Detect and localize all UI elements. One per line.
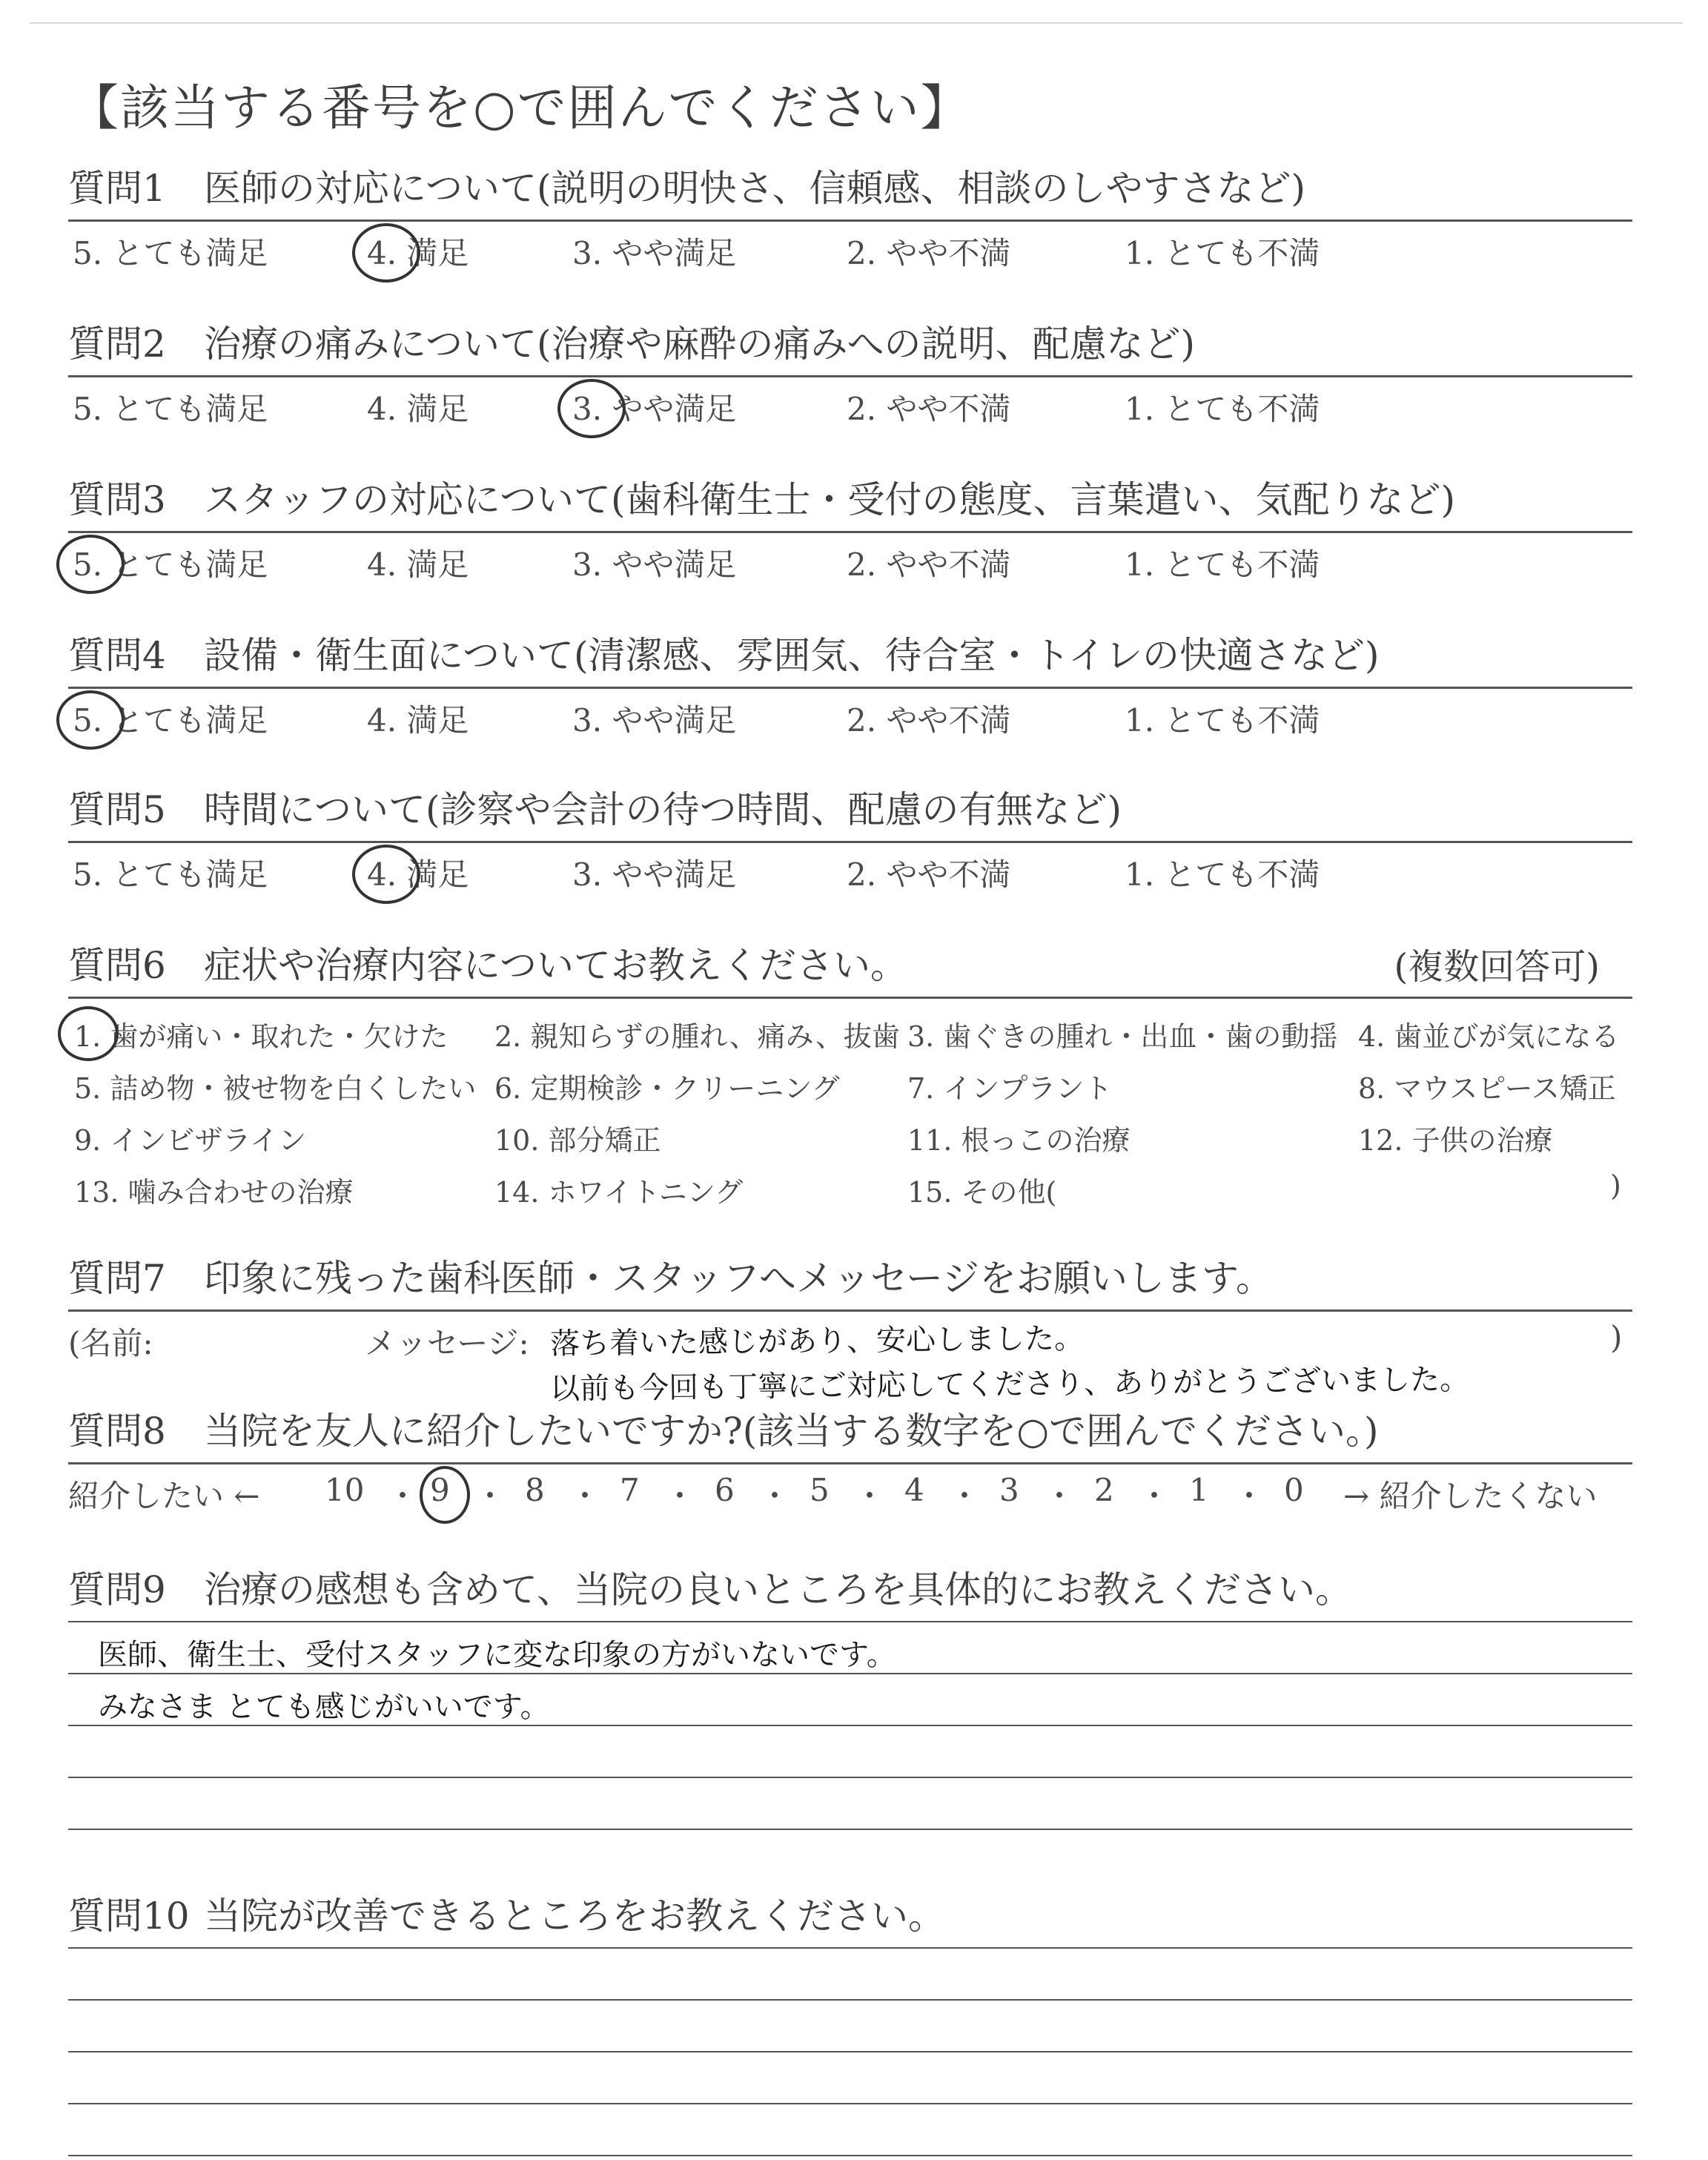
question-5-options [68,843,1632,895]
q6-option-14[interactable]: 14. ホワイトニング [494,1176,744,1209]
q8-not-recommend-label: → 紹介したくない [1343,1478,1598,1514]
q7-message-label: メッセージ: [365,1325,529,1361]
q4-option-5[interactable]: 5. とても満足 [73,702,268,739]
q4-option-2[interactable]: 2. やや不満 [847,702,1011,739]
q8-score-0[interactable]: 0 [1284,1472,1304,1508]
answer-rule [68,2103,1632,2104]
q6-option-5[interactable]: 5. 詰め物・被せ物を白くしたい [74,1072,477,1105]
q1-option-4[interactable]: 4. 満足 [367,235,469,271]
q3-option-2[interactable]: 2. やや不満 [847,546,1011,583]
answer-rule [68,1999,1632,2001]
question-7-message-area [68,1312,1632,1408]
question-3-text: スタッフの対応について(歯科衛生士・受付の態度、言葉遣い、気配りなど) [204,478,1456,521]
q7-handwritten-message-line-2: 以前も今回も丁寧にご対応してくださり、ありがとうございました。 [549,1362,1470,1407]
question-8-text: 当院を友人に紹介したいですか?(該当する数字を○で囲んでください。) [204,1410,1379,1453]
question-3-options [68,533,1632,585]
q6-option-11[interactable]: 11. 根っこの治療 [907,1124,1131,1157]
question-3-label: 質問3 [68,478,166,521]
q1-option-5[interactable]: 5. とても満足 [73,235,268,271]
answer-rule [68,1777,1632,1778]
q4-option-4[interactable]: 4. 満足 [367,702,469,739]
q1-option-2[interactable]: 2. やや不満 [847,235,1011,271]
question-2-options [68,377,1632,429]
q4-option-1[interactable]: 1. とても不満 [1125,702,1320,739]
q1-option-3[interactable]: 3. やや満足 [572,235,737,271]
q6-option-12[interactable]: 12. 子供の治療 [1358,1124,1553,1157]
question-3-heading [68,475,1632,533]
q8-dot: ・ [474,1478,506,1514]
q6-option-6[interactable]: 6. 定期検診・クリーニング [494,1072,840,1105]
q8-score-6[interactable]: 6 [715,1472,735,1508]
q5-option-4[interactable]: 4. 満足 [367,856,469,893]
q8-dot: ・ [664,1478,696,1514]
question-1 [68,163,1632,274]
q3-option-1[interactable]: 1. とても不満 [1125,546,1320,583]
q8-dot: ・ [569,1478,601,1514]
question-9-text: 治療の感想も含めて、当院の良いところを具体的にお教えください。 [204,1568,1352,1611]
q6-option-4[interactable]: 4. 歯並びが気になる [1358,1020,1620,1053]
q9-handwritten-answer-line-1: 医師、衛生士、受付スタッフに変な印象の方がいないです。 [98,1638,896,1672]
question-4-text: 設備・衛生面について(清潔感、雰囲気、待合室・トイレの快適さなど) [204,634,1380,677]
question-10 [68,1891,1632,1947]
q4-option-3[interactable]: 3. やや満足 [572,702,737,739]
q3-option-3[interactable]: 3. やや満足 [572,546,737,583]
q8-dot: ・ [1139,1478,1171,1514]
form-instructions-header: 【該当する番号を○で囲んでください】 [70,79,971,136]
question-4-heading [68,630,1632,689]
q8-score-3[interactable]: 3 [999,1472,1019,1508]
q5-option-3[interactable]: 3. やや満足 [572,856,737,893]
q8-score-5[interactable]: 5 [810,1472,830,1508]
q1-option-1[interactable]: 1. とても不満 [1125,235,1320,271]
question-2-heading [68,319,1632,377]
q6-option-15-other[interactable]: 15. その他( [907,1176,1057,1209]
question-2 [68,319,1632,429]
question-8-label: 質問8 [68,1410,166,1453]
q2-option-3[interactable]: 3. やや満足 [572,391,737,427]
question-6 [68,940,1632,1221]
question-5-text: 時間について(診察や会計の待つ時間、配慮の有無など) [204,788,1122,831]
question-2-text: 治療の痛みについて(治療や麻酔の痛みへの説明、配慮など) [204,323,1196,366]
q8-dot: ・ [1234,1478,1265,1514]
q8-dot: ・ [759,1478,791,1514]
question-8-heading [68,1406,1632,1464]
q8-dot: ・ [854,1478,886,1514]
question-8-rating-scale [68,1464,1632,1524]
question-8 [68,1406,1632,1524]
q5-option-5[interactable]: 5. とても満足 [73,856,268,893]
q6-option-13[interactable]: 13. 噛み合わせの治療 [74,1176,354,1209]
q6-selection-circle [58,1006,119,1061]
question-10-text: 当院が改善できるところをお教えください。 [204,1895,945,1938]
q2-option-4[interactable]: 4. 満足 [367,391,469,427]
question-5-heading [68,785,1632,843]
q2-selection-circle [557,379,626,438]
question-1-label: 質問1 [68,167,166,210]
question-1-text: 医師の対応について(説明の明快さ、信頼感、相談のしやすさなど) [204,167,1306,210]
question-1-options [68,222,1632,274]
question-9-label: 質問9 [68,1568,166,1611]
q7-close-paren: ) [1610,1319,1623,1355]
q6-option-2[interactable]: 2. 親知らずの腫れ、痛み、抜歯 [494,1020,900,1053]
q4-selection-circle [56,690,125,750]
question-10-label: 質問10 [68,1895,190,1938]
q8-score-4[interactable]: 4 [904,1472,924,1508]
q8-score-9[interactable]: 9 [430,1472,450,1508]
q6-other-close-paren: ) [1610,1169,1621,1202]
answer-rule [68,2155,1632,2156]
question-5-label: 質問5 [68,788,166,831]
question-4 [68,630,1632,741]
q8-score-8[interactable]: 8 [525,1472,545,1508]
q6-option-7[interactable]: 7. インプラント [907,1072,1113,1105]
question-7 [68,1253,1632,1408]
question-6-label: 質問6 [68,944,166,987]
q9-handwritten-answer-line-2: みなさま とても感じがいいです。 [98,1690,550,1724]
answer-rule [68,1621,1632,1622]
q6-option-3[interactable]: 3. 歯ぐきの腫れ・出血・歯の動揺 [907,1020,1338,1053]
question-3 [68,475,1632,585]
q8-selection-circle [420,1466,470,1524]
q1-selection-circle [352,223,420,283]
q5-option-2[interactable]: 2. やや不満 [847,856,1011,893]
question-7-heading [68,1253,1632,1312]
q8-dot: ・ [1044,1478,1076,1514]
q6-option-8[interactable]: 8. マウスピース矯正 [1358,1072,1616,1105]
q2-option-2[interactable]: 2. やや不満 [847,391,1011,427]
q8-score-2[interactable]: 2 [1094,1472,1114,1508]
question-7-label: 質問7 [68,1257,166,1300]
q7-handwritten-message-line-1: 落ち着いた感じがあり、安心しました。 [549,1321,1085,1361]
question-9-heading [68,1565,1632,1621]
answer-rule [68,1829,1632,1830]
question-6-heading [68,940,1632,999]
question-6-multiple-answers-note: (複数回答可) [1394,946,1600,988]
question-2-label: 質問2 [68,323,166,366]
question-6-options-grid [68,999,1632,1221]
question-7-text: 印象に残った歯科医師・スタッフへメッセージをお願いします。 [204,1257,1273,1300]
question-4-options [68,689,1632,741]
answer-rule [68,2051,1632,2052]
q3-selection-circle [56,535,125,594]
q8-recommend-label: 紹介したい ← [68,1478,260,1514]
q2-option-5[interactable]: 5. とても満足 [73,391,268,427]
question-1-heading [68,163,1632,222]
q8-dot: ・ [949,1478,981,1514]
question-6-text: 症状や治療内容についてお教えください。 [204,944,907,987]
q8-score-1[interactable]: 1 [1189,1472,1209,1508]
q2-option-1[interactable]: 1. とても不満 [1125,391,1320,427]
question-9 [68,1565,1632,1724]
question-5 [68,785,1632,895]
q8-score-10[interactable]: 10 [325,1472,365,1508]
q3-option-4[interactable]: 4. 満足 [367,546,469,583]
q3-option-5[interactable]: 5. とても満足 [73,546,268,583]
q5-selection-circle [352,845,420,904]
q6-option-9[interactable]: 9. インビザライン [74,1124,307,1157]
scan-edge-line [30,22,1683,24]
question-10-heading [68,1891,1632,1947]
q7-name-label: (名前: [68,1325,153,1361]
q6-option-10[interactable]: 10. 部分矯正 [494,1124,661,1157]
q5-option-1[interactable]: 1. とても不満 [1125,856,1320,893]
q8-score-7[interactable]: 7 [620,1472,640,1508]
q6-option-1[interactable]: 1. 歯が痛い・取れた・欠けた [74,1020,448,1053]
q8-dot: ・ [387,1478,419,1514]
question-4-label: 質問4 [68,634,166,677]
answer-rule [68,1947,1632,1949]
